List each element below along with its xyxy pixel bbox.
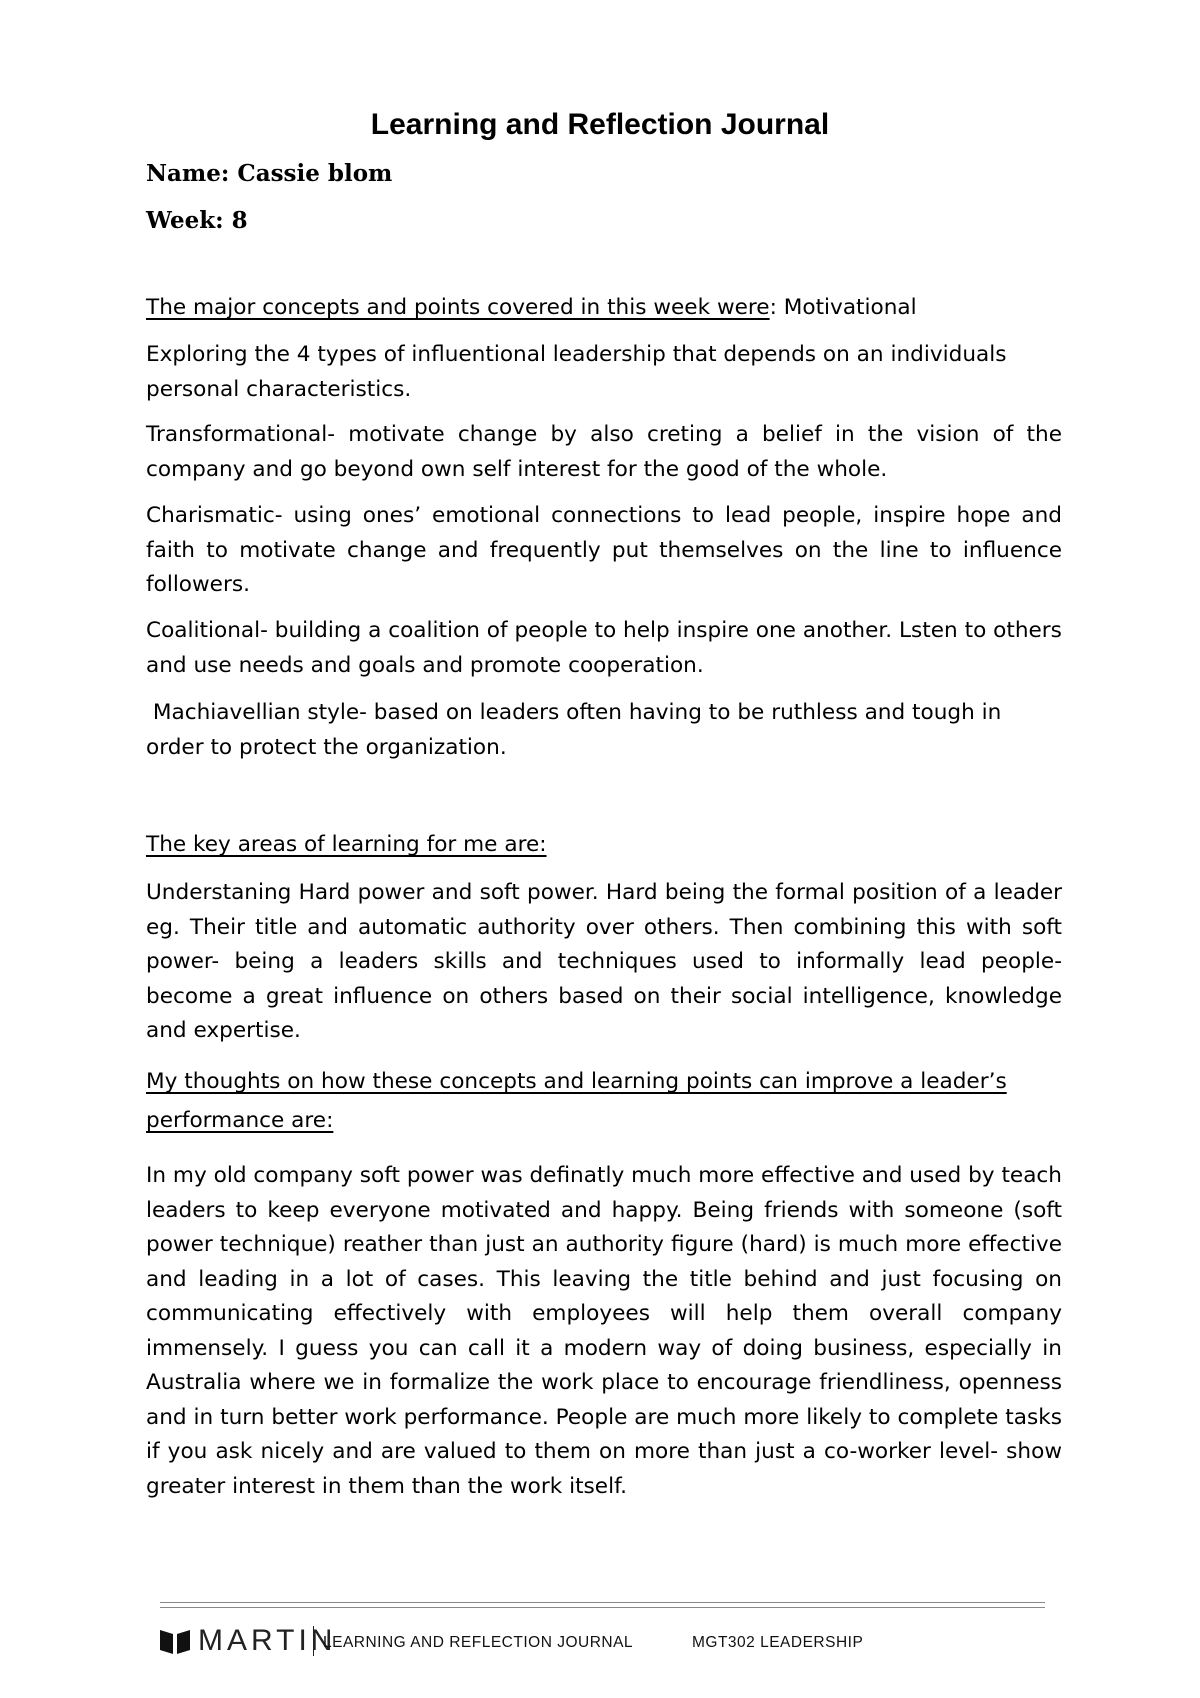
learning-heading-line bbox=[146, 828, 1062, 863]
footer-rule bbox=[160, 1602, 1045, 1603]
martin-logo bbox=[160, 1624, 336, 1658]
footer-divider bbox=[313, 1626, 314, 1656]
thoughts-paragraph: In my old company soft power was definatly much more effective and used by teach leaders to keep everyone motivated and happy. Being friends with someone (soft power technique) reather than just an authority figure (hard) is much more effective and leading in a lot of cases. This leaving the title behind and just focusing on communicating effectively with employees will help them overall company immensely. I guess you can call it a modern way of doing business, especially in Australia where we in formalize the work place to encourage friendliness, openness and in turn better work performance. People are much more likely to complete tasks if you ask nicely and are valued to them on more than just a co-worker level- show greater interest in them than the work itself. bbox=[146, 1163, 1062, 1499]
footer-course-label: MGT302 LEADERSHIP bbox=[692, 1634, 864, 1651]
learning-heading: The key areas of learning for me are: bbox=[146, 832, 547, 857]
name-line: Name: Cassie blom bbox=[146, 160, 393, 187]
charismatic-paragraph: Charismatic- using ones’ emotional connections to lead people, inspire hope and faith to motivate change and frequently put themselves on the line to influence followers. bbox=[146, 503, 1062, 597]
concepts-topic: : Motivational bbox=[769, 295, 917, 320]
machiavellian-paragraph: Machiavellian style- based on leaders often having to be ruthless and tough in order to protect the organization. bbox=[146, 700, 1009, 760]
concepts-heading-line bbox=[146, 291, 1062, 326]
coalitional-paragraph: Coalitional- building a coalition of people to help inspire one another. Lsten to others and use needs and goals and promote cooperation. bbox=[146, 618, 1062, 678]
week-line: Week: 8 bbox=[146, 207, 248, 234]
concepts-heading: The major concepts and points covered in this week were bbox=[146, 295, 770, 320]
logo-text: MARTIN bbox=[198, 1624, 337, 1657]
footer-rule bbox=[160, 1607, 1045, 1608]
concepts-intro-paragraph: Exploring the 4 types of influentional leadership that depends on an individuals personal characteristics. bbox=[146, 342, 1007, 402]
document-title: Learning and Reflection Journal bbox=[370, 108, 830, 141]
learning-paragraph: Understaning Hard power and soft power. Hard being the formal position of a leader eg. Their title and automatic authority over others. Then combining this with soft power- being a leaders skills and techniques used to informally lead people- become a great influence on others based on their social intelligence, knowledge and expertise. bbox=[146, 880, 1062, 1043]
book-icon bbox=[160, 1628, 190, 1654]
thoughts-heading: My thoughts on how these concepts and learning points can improve a leader’s performance are: bbox=[146, 1069, 1007, 1133]
footer-journal-label: LEARNING AND REFLECTION JOURNAL bbox=[323, 1634, 634, 1651]
thoughts-heading-line bbox=[146, 1062, 1062, 1140]
transformational-paragraph: Transformational- motivate change by also creting a belief in the vision of the company and go beyond own self interest for the good of the whole. bbox=[146, 422, 1062, 482]
